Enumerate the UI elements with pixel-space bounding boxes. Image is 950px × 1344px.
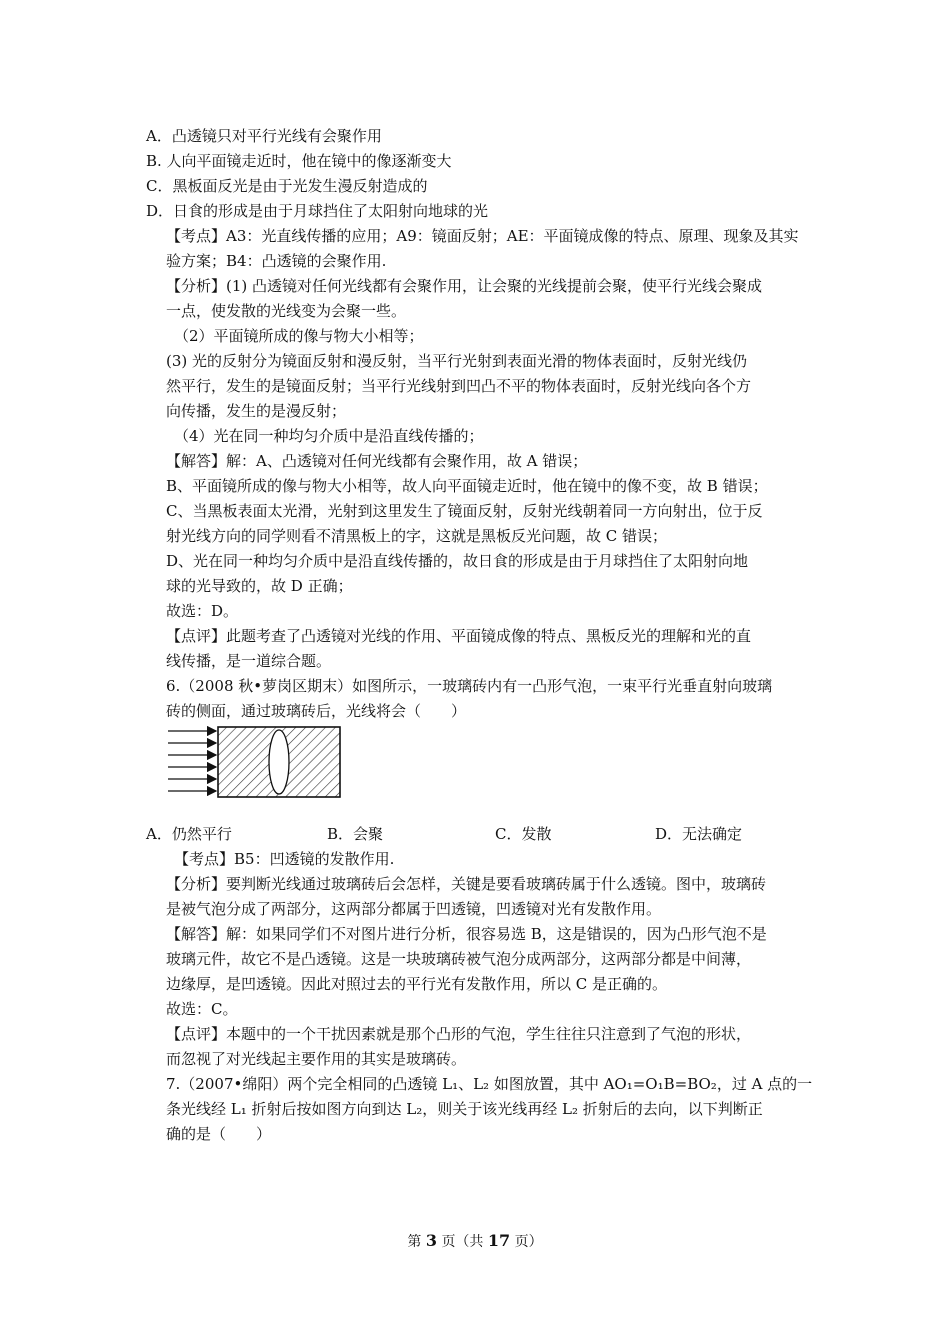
q5-fenxi-4: （4）光在同一种均匀介质中是沿直线传播的；: [174, 427, 484, 445]
q7-stem: 7.（2007•绵阳）两个完全相同的凸透镜 L₁、L₂ 如图放置，其中 AO₁=O₁B=BO₂，过 A 点的一: [166, 1075, 813, 1093]
q6-dianping: 【点评】本题中的一个干扰因素就是那个凸形的气泡，学生往往只注意到了气泡的形状，: [166, 1025, 752, 1043]
q5-option-a: A．凸透镜只对平行光线有会聚作用: [146, 127, 382, 145]
q6-option-a: A．仍然平行: [146, 825, 232, 843]
q6-kaodian: 【考点】B5：凹透镜的发散作用.: [174, 850, 395, 868]
q7-stem-cont: 条光线经 L₁ 折射后按如图方向到达 L₂，则关于该光线再经 L₂ 折射后的去向，以下判断正: [166, 1100, 763, 1118]
q5-jieda-b: B、平面镜所成的像与物大小相等，故人向平面镜走近时，他在镜中的像不变，故 B 错误；: [166, 477, 768, 495]
footer-prefix: 第: [407, 1234, 422, 1250]
footer-page-number: 3: [425, 1231, 437, 1250]
q5-answer: 故选：D。: [166, 602, 239, 620]
q5-jieda: 【解答】解：A、凸透镜对任何光线都有会聚作用，故 A 错误；: [166, 452, 588, 470]
q6-fenxi: 【分析】要判断光线通过玻璃砖后会怎样，关键是要看玻璃砖属于什么透镜。图中，玻璃砖: [166, 875, 767, 893]
q5-option-b: B. 人向平面镜走近时，他在镜中的像逐渐变大: [146, 152, 452, 170]
q5-option-c: C．黑板面反光是由于光发生漫反射造成的: [146, 177, 428, 195]
footer-total-pages: 17: [487, 1231, 511, 1250]
q5-kaodian-cont: 验方案；B4：凸透镜的会聚作用.: [166, 252, 387, 270]
q6-fenxi-cont: 是被气泡分成了两部分，这两部分都属于凹透镜，凹透镜对光有发散作用。: [166, 900, 662, 918]
q6-jieda-cont2: 边缘厚，是凹透镜。因此对照过去的平行光有发散作用，所以 C 是正确的。: [166, 975, 668, 993]
q6-jieda: 【解答】解：如果同学们不对图片进行分析，很容易选 B，这是错误的，因为凸形气泡不是: [166, 925, 767, 943]
q5-fenxi: 【分析】(1) 凸透镜对任何光线都有会聚作用，让会聚的光线提前会聚，使平行光线会聚成: [166, 277, 763, 295]
q5-jieda-c: C、当黑板表面太光滑，光射到这里发生了镜面反射，反射光线朝着同一方向射出，位于反: [166, 502, 763, 520]
footer-middle: 页（共: [441, 1234, 484, 1250]
q5-jieda-d: D、光在同一种均匀介质中是沿直线传播的，故日食的形成是由于月球挡住了太阳射向地: [166, 552, 749, 570]
air-bubble: [269, 730, 289, 794]
q6-jieda-cont: 玻璃元件，故它不是凸透镜。这是一块玻璃砖被气泡分成两部分，这两部分都是中间薄，: [166, 950, 752, 968]
q5-dianping: 【点评】此题考查了凸透镜对光线的作用、平面镜成像的特点、黑板反光的理解和光的直: [166, 627, 752, 645]
q5-option-d: D．日食的形成是由于月球挡住了太阳射向地球的光: [146, 202, 489, 220]
q6-option-b: B．会聚: [327, 825, 384, 843]
q5-fenxi-3-cont: 然平行，发生的是镜面反射；当平行光线射到凹凸不平的物体表面时，反射光线向各个方: [166, 377, 752, 395]
q6-option-d: D．无法确定: [655, 825, 743, 843]
q5-fenxi-2: （2）平面镜所成的像与物大小相等；: [174, 327, 424, 345]
q5-jieda-d-cont: 球的光导致的，故 D 正确；: [166, 577, 353, 595]
q5-fenxi-3: (3) 光的反射分为镜面反射和漫反射，当平行光射到表面光滑的物体表面时，反射光线仍: [166, 352, 748, 370]
q6-dianping-cont: 而忽视了对光线起主要作用的其实是玻璃砖。: [166, 1050, 467, 1068]
glass-brick-figure: [168, 726, 344, 800]
q6-stem-cont: 砖的侧面，通过玻璃砖后，光线将会（ ）: [166, 702, 467, 720]
q5-fenxi-3-cont2: 向传播，发生的是漫反射；: [166, 402, 347, 420]
parallel-light-rays: [168, 731, 216, 791]
page-footer: [0, 1231, 950, 1252]
q5-jieda-c-cont: 射光线方向的同学则看不清黑板上的字，这就是黑板反光问题，故 C 错误；: [166, 527, 668, 545]
q5-kaodian: 【考点】A3：光直线传播的应用；A9：镜面反射；AE：平面镜成像的特点、原理、现象及其实: [166, 227, 799, 245]
footer-suffix: 页）: [514, 1234, 543, 1250]
q6-answer: 故选：C。: [166, 1000, 238, 1018]
q6-stem: 6.（2008 秋•萝岗区期末）如图所示，一玻璃砖内有一凸形气泡，一束平行光垂直射向玻璃: [166, 677, 773, 695]
q5-dianping-cont: 线传播，是一道综合题。: [166, 652, 332, 670]
q7-stem-cont2: 确的是（ ）: [166, 1125, 272, 1143]
q5-fenxi-cont: 一点，使发散的光线变为会聚一些。: [166, 302, 407, 320]
q6-option-c: C．发散: [495, 825, 552, 843]
